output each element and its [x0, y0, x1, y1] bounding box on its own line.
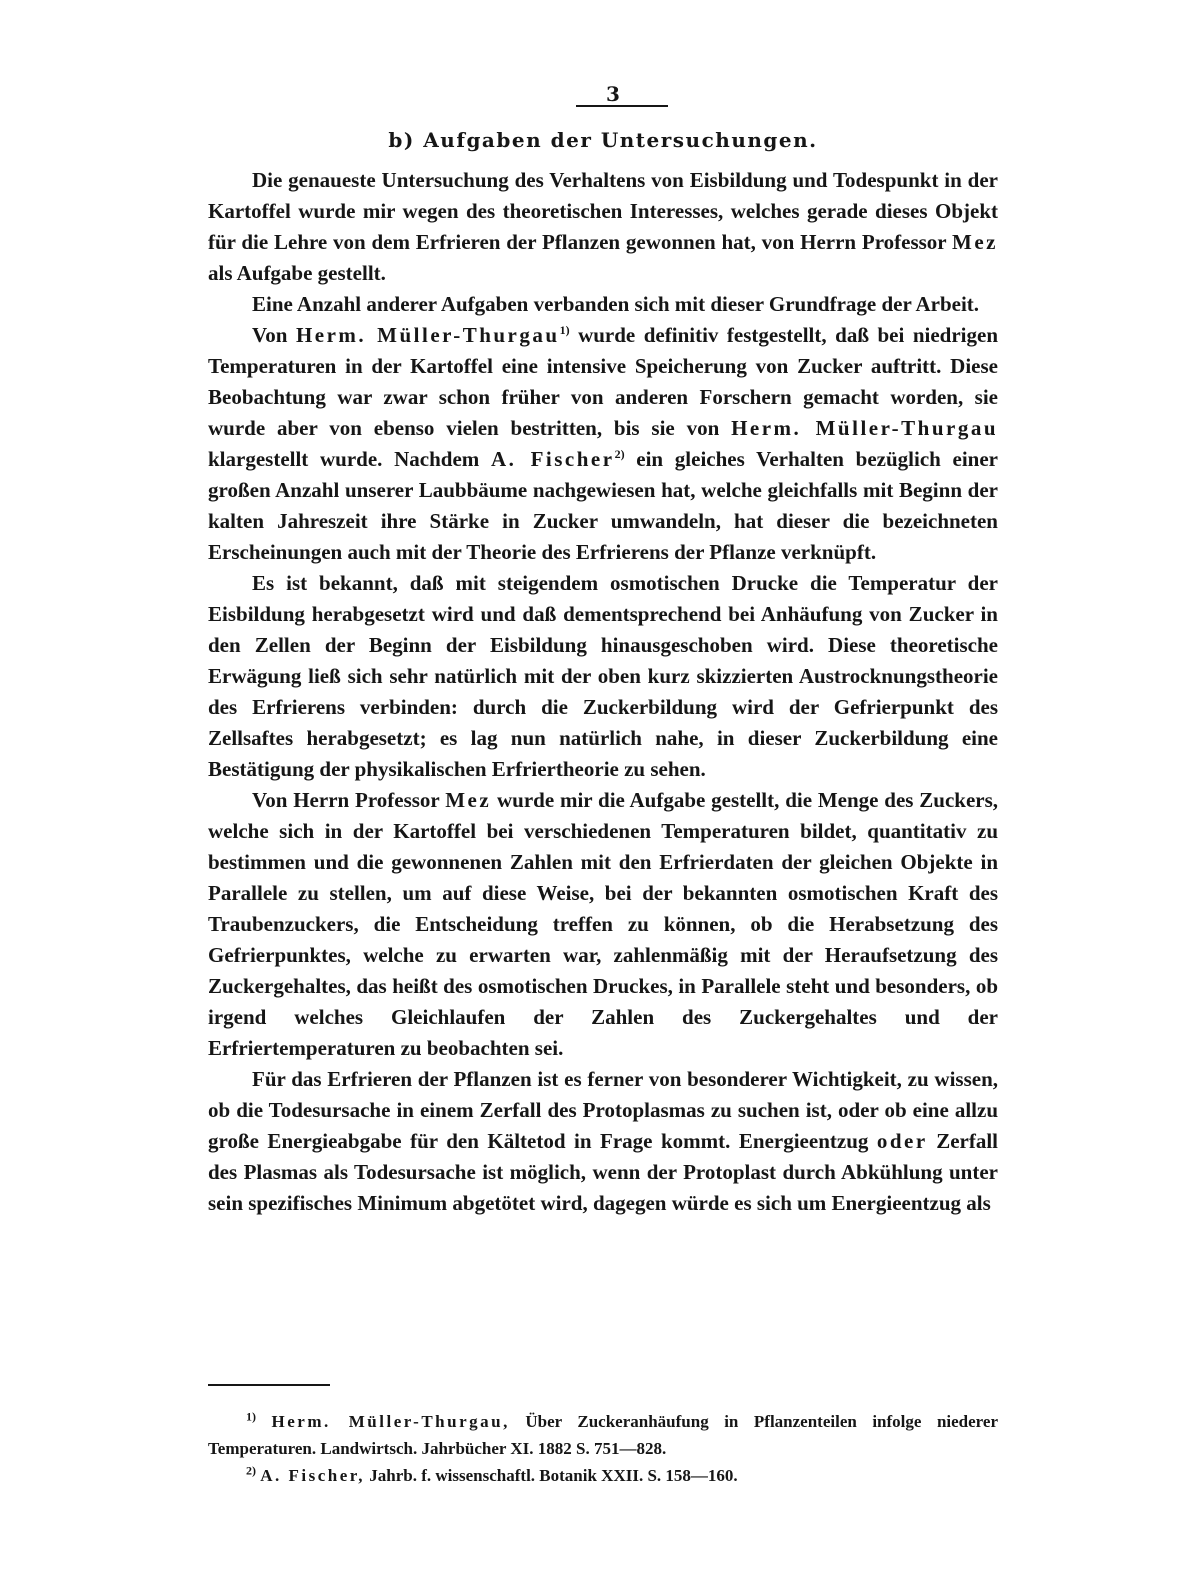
paragraph-3-end: ein gleiches Verhalten bezüglich einer großen Anzahl unserer Laubbäume nachgewiesen hat, welche gleichfalls mit Beginn der kalten Jahreszeit ihre Stärke in Zucker umwandeln, hat dieser die bezeichneten Erscheinungen auch mit der Theorie des Erfrierens der Pflanze verknüpft. [208, 447, 998, 564]
footnote-ref-2[interactable]: 2) [614, 447, 625, 461]
paragraph-3-mid-2: klargestellt wurde. Nachdem [208, 447, 480, 471]
paragraph-1-text: Die genaueste Untersuchung des Verhaltens von Eisbildung und Todespunkt in der Kartoffel wurde mir wegen des theoretischen Interesses, welches gerade dieses Objekt für die Lehre von dem Erfrieren der Pflanzen gewonnen hat, von Herrn Professor [208, 168, 998, 254]
paragraph-2: Eine Anzahl anderer Aufgaben verbanden sich mit dieser Grundfrage der Arbeit. [252, 292, 980, 316]
paragraph-3-start: Von [252, 323, 288, 347]
author-name-fischer: A. Fischer [490, 447, 615, 471]
emphasis-oder: oder [876, 1129, 928, 1153]
paragraph-4: Es ist bekannt, daß mit steigendem osmotischen Drucke die Temperatur der Eisbildung herabgesetzt wird und daß dementsprechend bei Anhäufung von Zucker in den Zellen der Beginn der Eisbildung hinausgeschoben wird. Diese theoretische Erwägung ließ sich sehr natürlich mit der oben kurz skizzierten Austrocknungstheorie des Erfrierens verbinden: durch die Zuckerbildung wird der Gefrierpunkt des Zellsaftes herabgesetzt; es lag nun natürlich nahe, in dieser Zuckerbildung eine Bestätigung der physikalischen Erfriertheorie zu sehen. [208, 571, 998, 781]
paragraph-5 [208, 785, 998, 1064]
footnote-1-marker: 1) [246, 1409, 256, 1424]
author-name-mueller-thurgau-2: Herm. Müller-Thurgau [731, 416, 999, 440]
paragraph-6-end: Zerfall des Plasmas als Todesursache ist möglich, wenn der Protoplast durch Abkühlung unter sein spezifisches Minimum abgetötet wird, dagegen würde es sich um Energieentzug als [208, 1129, 999, 1215]
footnote-2-text: Jahrb. f. wissenschaftl. Botanik XXII. S. 158—160. [369, 1466, 738, 1485]
header-rule [576, 105, 668, 107]
body-text [208, 165, 998, 1219]
paragraph-5-start: Von Herrn Professor [252, 788, 440, 812]
author-name-mez-2: Mez [445, 788, 492, 812]
footnote-ref-1[interactable]: 1) [559, 323, 570, 337]
author-name-mueller-thurgau: Herm. Müller-Thurgau [295, 323, 560, 347]
paragraph-6-start: Für das Erfrieren der Pflanzen ist es ferner von besonderer Wichtigkeit, zu wissen, ob die Todesursache in einem Zerfall des Protoplasmas zu suchen ist, oder ob eine allzu große Energieabgabe für den Kältetod in Frage kommt. Energieentzug [208, 1067, 998, 1153]
paragraph-1-end: als Aufgabe gestellt. [208, 261, 386, 285]
paragraph-3-mid-1: wurde definitiv festgestellt, daß bei niedrigen Temperaturen in der Kartoffel eine intensive Speicherung von Zucker auftritt. Diese Beobachtung war zwar schon früher von anderen Forschern gemacht worden, sie wurde aber von ebenso vielen bestritten, bis sie von [208, 323, 999, 440]
footnote-2-author: A. Fischer, [260, 1466, 366, 1485]
footnotes [208, 1408, 998, 1489]
author-name-mez: Mez [952, 230, 998, 254]
footnote-2-marker: 2) [246, 1463, 256, 1478]
footnote-1-text: Über Zuckeranhäufung in Pflanzenteilen infolge niederer Temperaturen. Landwirtsch. Jahrbücher XI. 1882 S. 751—828. [208, 1412, 999, 1458]
paragraph-1 [208, 165, 998, 289]
footnote-1-author: Herm. Müller-Thurgau, [271, 1412, 510, 1431]
footnote-rule [208, 1384, 330, 1386]
footnote-2 [208, 1462, 998, 1489]
footnote-1 [208, 1408, 998, 1462]
paragraph-5-end: wurde mir die Aufgabe gestellt, die Menge des Zuckers, welche sich in der Kartoffel bei verschiedenen Temperaturen bildet, quantitativ zu bestimmen und die gewonnenen Zahlen mit den Erfrierdaten der gleichen Objekte in Parallele zu stellen, um auf diese Weise, bei der bekannten osmotischen Kraft des Traubenzuckers, die Entscheidung treffen zu können, ob die Herabsetzung des Gefrierpunktes, welche zu erwarten war, zahlenmäßig mit der Heraufsetzung des Zuckergehaltes, das heißt des osmotischen Druckes, in Parallele steht und besonders, ob irgend welches Gleichlaufen der Zahlen des Zuckergehaltes und der Erfriertemperaturen zu beobachten sei. [208, 788, 999, 1060]
section-heading: b) Aufgaben der Untersuchungen. [388, 128, 818, 152]
paragraph-6 [208, 1064, 998, 1219]
page-number: 3 [606, 82, 620, 106]
paragraph-3 [208, 320, 998, 568]
